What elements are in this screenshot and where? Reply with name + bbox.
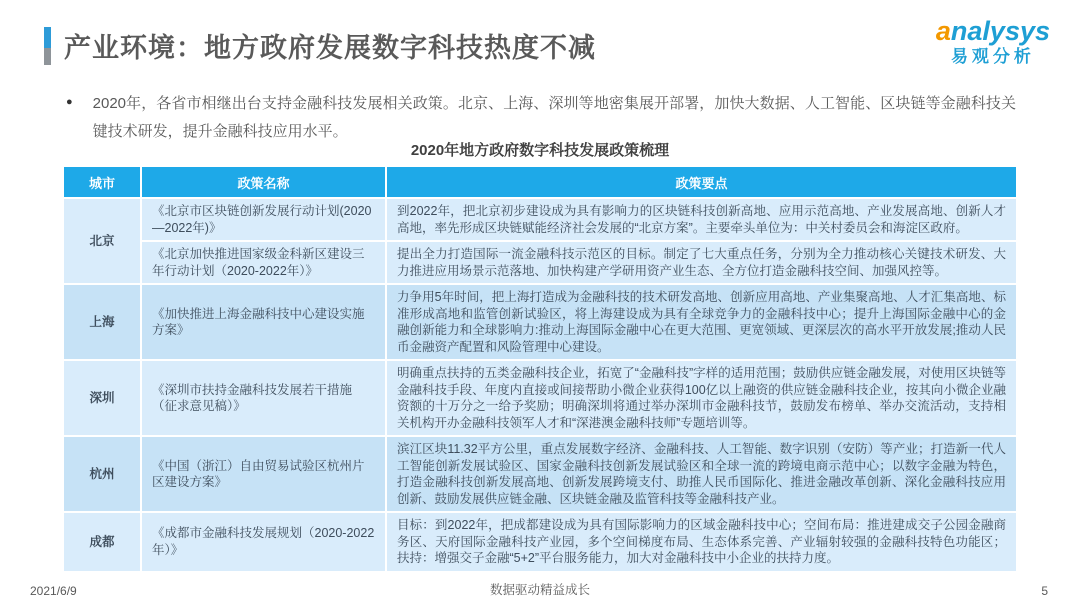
- logo-letters-rest: nalysys: [950, 16, 1050, 46]
- city-cell-shanghai: 上海: [64, 285, 140, 359]
- table-header-row: [64, 167, 1016, 197]
- footer-page-number: 5: [1041, 584, 1048, 598]
- brand-logo: [936, 16, 1050, 67]
- policy-name-cell: 《北京市区块链创新发展行动计划(2020—2022年)》: [142, 199, 385, 240]
- table-row: [64, 199, 1016, 240]
- policy-points-cell: 目标：到2022年，把成都建设成为具有国际影响力的区域金融科技中心；空间布局：推进建成交子公园金融商务区、天府国际金融科技产业园，多个空间梯度布局、生态体系完善、产业辐射较强的金融科技特色功能区；扶持：增强交子金融“5+2”平台服务能力，加大对金融科技中小企业的扶持力度。: [387, 513, 1016, 571]
- table-row: [64, 437, 1016, 511]
- table-row: [64, 285, 1016, 359]
- logo-letter-a: a: [935, 16, 951, 46]
- page-title: 产业环境：地方政府发展数字科技热度不减: [64, 33, 596, 63]
- policy-points-cell: 明确重点扶持的五类金融科技企业，拓宽了“金融科技”字样的适用范围；鼓励供应链金融发展，对使用区块链等金融科技手段、年度内直接或间接帮助小微企业获得100亿以上融资的供应链金融科技企业，按其向小微企业融资额的十万分之一给予奖励；明确深圳将通过举办深圳市金融科技节，鼓励发布榜单、举办交流活动，支持相关机构开办金融科技领军人才和“深港澳金融科技师”专题培训等。: [387, 361, 1016, 435]
- policy-table: [62, 165, 1018, 573]
- policy-name-cell: 《中国（浙江）自由贸易试验区杭州片区建设方案》: [142, 437, 385, 511]
- intro-text: 2020年，各省市相继出台支持金融科技发展相关政策。北京、上海、深圳等地密集展开部署，加快大数据、人工智能、区块链等金融科技关键技术研发，提升金融科技应用水平。: [92, 95, 1016, 140]
- policy-points-cell: 力争用5年时间，把上海打造成为金融科技的技术研发高地、创新应用高地、产业集聚高地、人才汇集高地、标准形成高地和监管创新试验区，将上海建设成为具有全球竞争力的金融科技中心；提升上海国际金融中心的金融创新能力和全球影响力:推动上海国际金融中心在更大范围、更宽领域、更深层次的高水平开放发展;推动人民币金融资产配置和风险管理中心建设。: [387, 285, 1016, 359]
- footer-slogan: 数据驱动精益成长: [489, 583, 590, 597]
- city-cell-shenzhen: 深圳: [64, 361, 140, 435]
- analysys-logo-icon: [936, 16, 1050, 47]
- policy-points-cell: 到2022年，把北京初步建设成为具有影响力的区块链科技创新高地、应用示范高地、产业发展高地、创新人才高地，率先形成区块链赋能经济社会发展的“北京方案”。主要牵头单位为：中关村委员会和海淀区政府。: [387, 199, 1016, 240]
- title-accent-bar: [44, 27, 51, 65]
- city-cell-hangzhou: 杭州: [64, 437, 140, 511]
- column-header-policy-name: 政策名称: [142, 167, 385, 197]
- policy-name-cell: 《北京加快推进国家级金科新区建设三年行动计划（2020-2022年）》: [142, 242, 385, 283]
- intro-paragraph: [66, 90, 1016, 146]
- city-cell-chengdu: 成都: [64, 513, 140, 571]
- policy-points-cell: 提出全力打造国际一流金融科技示范区的目标。制定了七大重点任务，分别为全力推动核心关键技术研发、大力推进应用场景示范落地、加快构建产学研用资产业生态、全方位打造金融科技空间、加强风控等。: [387, 242, 1016, 283]
- table-row: [64, 513, 1016, 571]
- bullet-icon: ●: [66, 96, 73, 108]
- table-row: [64, 361, 1016, 435]
- policy-name-cell: 《成都市金融科技发展规划（2020-2022年）》: [142, 513, 385, 571]
- logo-chinese-name: 易观分析: [950, 47, 1035, 67]
- header: [44, 26, 596, 65]
- policy-name-cell: 《加快推进上海金融科技中心建设实施方案》: [142, 285, 385, 359]
- footer-date: 2021/6/9: [30, 584, 77, 598]
- policy-name-cell: 《深圳市扶持金融科技发展若干措施（征求意见稿）》: [142, 361, 385, 435]
- column-header-policy-points: 政策要点: [387, 167, 1016, 197]
- table-title: 2020年地方政府数字科技发展政策梳理: [410, 142, 670, 159]
- policy-points-cell: 滨江区块11.32平方公里，重点发展数字经济、金融科技、人工智能、数字识别（安防）等产业；打造新一代人工智能创新发展试验区、国家金融科技创新发展试验区和全球一流的跨境电商示范中心；以数字金融为特色，打造金融科技创新发展高地、创新发展跨境支付、助推人民币国际化、推进金融改革创新、深化金融科技应用创新、鼓励发展供应链金融、区块链金融及监管科技等金融科技产业。: [387, 437, 1016, 511]
- city-cell-beijing: 北京: [64, 199, 140, 283]
- table-row: [64, 242, 1016, 283]
- column-header-city: 城市: [64, 167, 140, 197]
